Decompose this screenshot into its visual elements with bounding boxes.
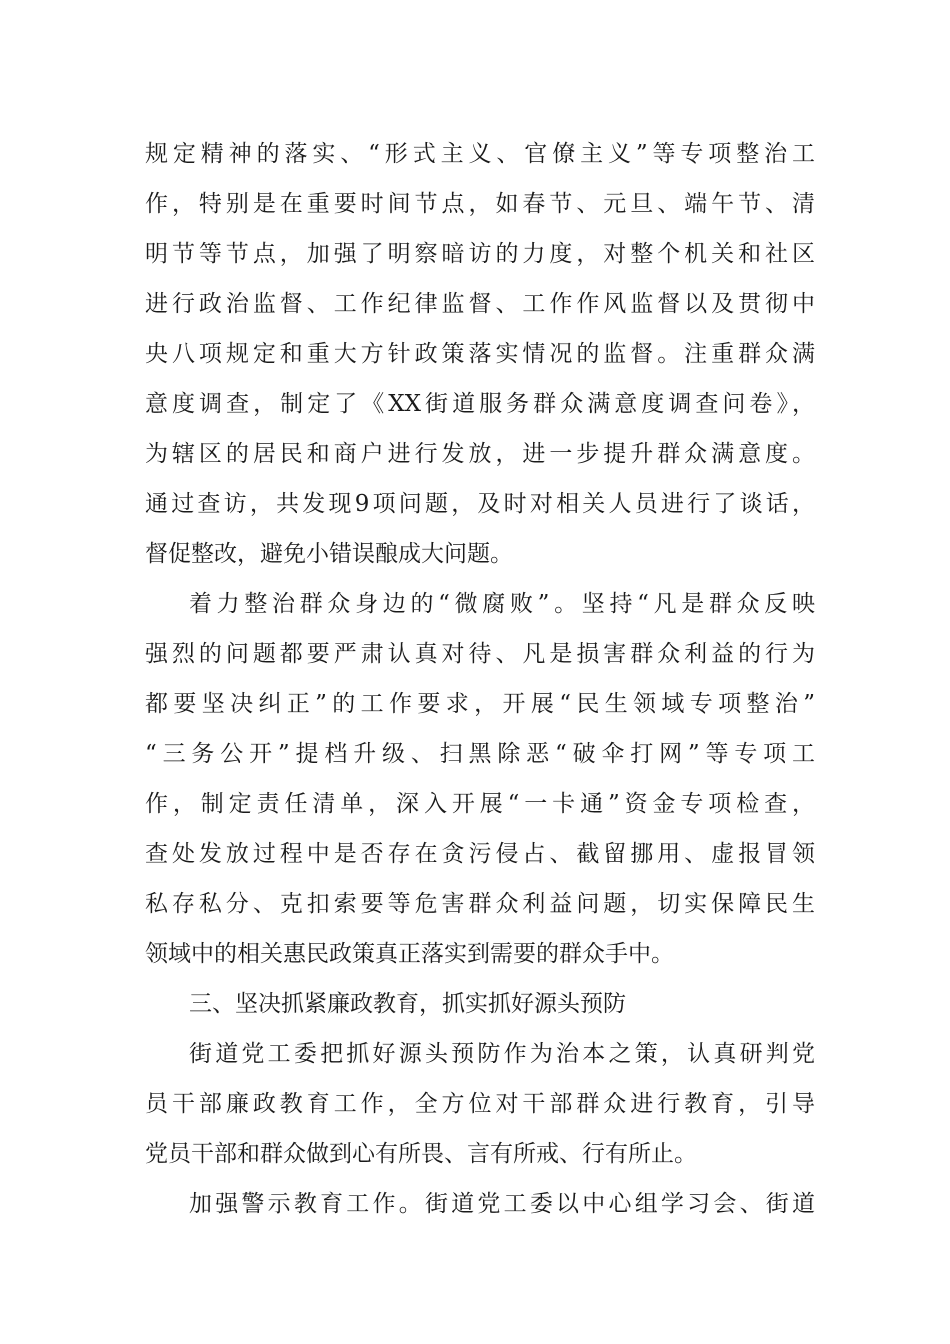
text-line: 查处发放过程中是否存在贪污侵占、截留挪用、虚报冒领 — [145, 841, 815, 867]
text-line: 都要坚决纠正”的工作要求，开展“民生领域专项整治” — [145, 691, 815, 717]
paragraph-end-line: 党员干部和群众做到心有所畏、言有所戒、行有所止。 — [145, 1141, 697, 1167]
text-line: 员干部廉政教育工作，全方位对干部群众进行教育，引导 — [145, 1091, 815, 1117]
text-line: 规定精神的落实、“形式主义、官僚主义”等专项整治工 — [145, 141, 815, 167]
paragraph-end-line: 督促整改，避免小错误酿成大问题。 — [145, 541, 513, 567]
text-line: 为辖区的居民和商户进行发放，进一步提升群众满意度。 — [145, 441, 815, 467]
text-line: 私存私分、克扣索要等危害群众利益问题，切实保障民生 — [145, 891, 815, 917]
paragraph-first-line: 加强警示教育工作。街道党工委以中心组学习会、街道 — [189, 1191, 815, 1217]
text-line: 意度调查，制定了《XX街道服务群众满意度调查问卷》， — [145, 391, 815, 417]
text-line: 作，特别是在重要时间节点，如春节、元旦、端午节、清 — [145, 191, 815, 217]
text-line: 通过查访，共发现9项问题，及时对相关人员进行了谈话， — [145, 491, 815, 517]
text-line: 央八项规定和重大方针政策落实情况的监督。注重群众满 — [145, 341, 815, 367]
paragraph-first-line: 着力整治群众身边的“微腐败”。坚持“凡是群众反映 — [189, 591, 815, 617]
paragraph-end-line: 领域中的相关惠民政策真正落实到需要的群众手中。 — [145, 941, 674, 967]
section-heading: 三、坚决抓紧廉政教育，抓实抓好源头预防 — [189, 991, 626, 1017]
text-line: 强烈的问题都要严肃认真对待、凡是损害群众利益的行为 — [145, 641, 815, 667]
text-line: 作，制定责任清单，深入开展“一卡通”资金专项检查， — [145, 791, 815, 817]
text-line: 明节等节点，加强了明察暗访的力度，对整个机关和社区 — [145, 241, 815, 267]
text-line: “三务公开”提档升级、扫黑除恶“破伞打网”等专项工 — [145, 741, 815, 767]
text-line: 进行政治监督、工作纪律监督、工作作风监督以及贯彻中 — [145, 291, 815, 317]
paragraph-first-line: 街道党工委把抓好源头预防作为治本之策，认真研判党 — [189, 1041, 815, 1067]
document-body — [145, 129, 815, 1229]
